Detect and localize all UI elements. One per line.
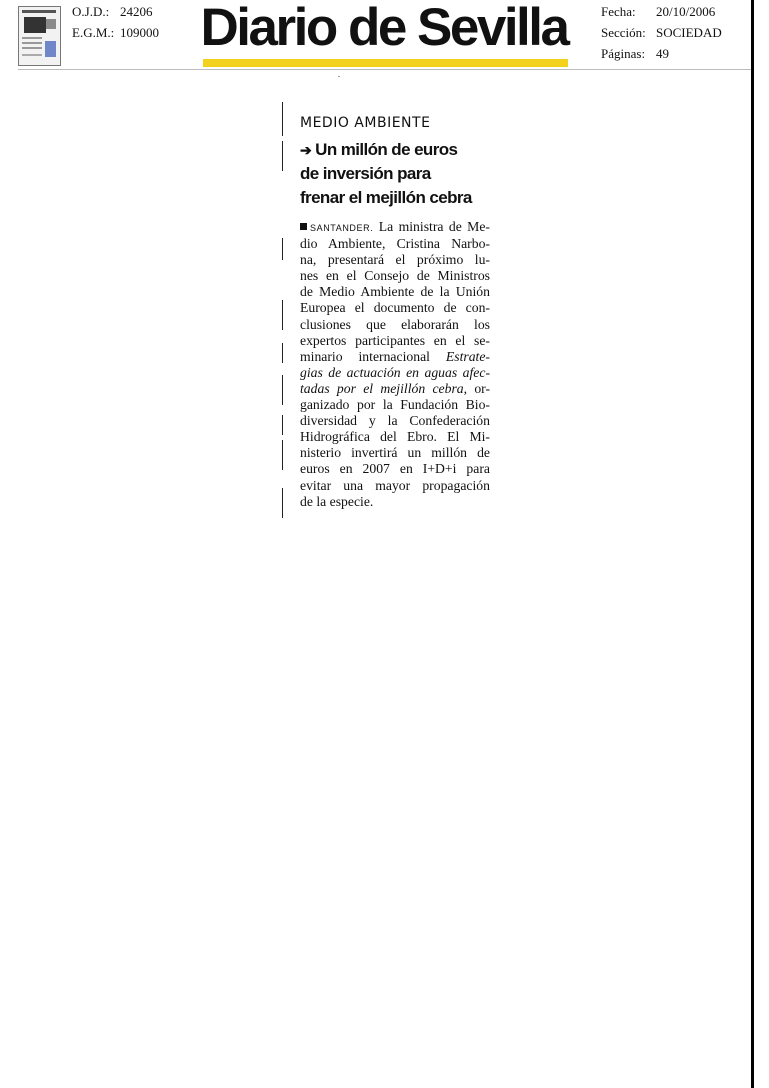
body-line: de la especie. <box>300 493 374 509</box>
article-section: MEDIO AMBIENTE <box>300 115 431 131</box>
body-line: euros en 2007 en I+D+i para <box>300 461 490 477</box>
body-line: nisterio invertirá un millón de <box>300 445 490 461</box>
article-body <box>300 219 490 510</box>
logo-underline-bar <box>203 59 568 67</box>
headline-line: de inversión para <box>300 164 431 183</box>
meta-row-fecha: Fecha: 20/10/2006 <box>601 4 716 19</box>
body-line: Europea el documento de con- <box>300 300 490 316</box>
arrow-right-icon: ➔ <box>300 142 312 158</box>
headline-line: ➔ Un millón de euros <box>300 140 458 159</box>
publication-meta <box>601 1 722 64</box>
column-edge-mark <box>282 375 283 405</box>
body-line: tadas por el mejillón cebra, or- <box>300 380 491 396</box>
body-line: expertos participantes en el se- <box>300 332 490 348</box>
scan-speck <box>338 76 340 77</box>
column-edge-mark <box>282 141 283 171</box>
body-line: diversidad y la Confederación <box>300 413 490 429</box>
column-edge-mark <box>282 440 283 470</box>
page-right-border <box>751 0 754 1088</box>
body-line: evitar una mayor propagación <box>300 477 490 493</box>
meta-row-seccion: Sección: SOCIEDAD <box>601 25 722 40</box>
body-line: gias de actuación en aguas afec- <box>300 364 490 380</box>
column-edge-mark <box>282 488 283 518</box>
body-line: Hidrográfica del Ebro. El Mi- <box>300 429 490 445</box>
bullet-square-icon <box>300 223 307 230</box>
column-edge-mark <box>282 343 283 363</box>
newspaper-logo: Diario de Sevilla <box>200 0 568 57</box>
meta-row-paginas: Páginas: 49 <box>601 46 669 61</box>
dateline: SANTANDER. <box>310 223 374 233</box>
body-line: ganizado por la Fundación Bio- <box>300 397 490 413</box>
page-thumbnail <box>18 6 61 66</box>
column-edge-mark <box>282 238 283 260</box>
column-edge-mark <box>282 300 283 330</box>
article <box>300 115 490 510</box>
meta-row-ojd: O.J.D.: 24206 <box>72 4 153 19</box>
body-line: clusiones que elaborarán los <box>300 316 490 332</box>
headline-line: frenar el mejillón cebra <box>300 188 472 207</box>
article-headline <box>300 138 490 210</box>
body-line: minario internacional Estrate- <box>300 348 490 364</box>
body-line: dio Ambiente, Cristina Narbo- <box>300 236 490 252</box>
meta-row-egm: E.G.M.: 109000 <box>72 25 159 40</box>
circulation-meta <box>72 1 159 43</box>
body-line: de Medio Ambiente de la Unión <box>300 284 490 300</box>
clipping-header <box>0 0 769 70</box>
body-line: na, presentará el próximo lu- <box>300 252 490 268</box>
column-edge-mark <box>282 415 283 435</box>
header-divider <box>18 69 751 70</box>
body-line: SANTANDER. La ministra de Me- <box>300 219 490 236</box>
body-line: nes en el Consejo de Ministros <box>300 268 490 284</box>
column-edge-mark <box>282 102 283 136</box>
